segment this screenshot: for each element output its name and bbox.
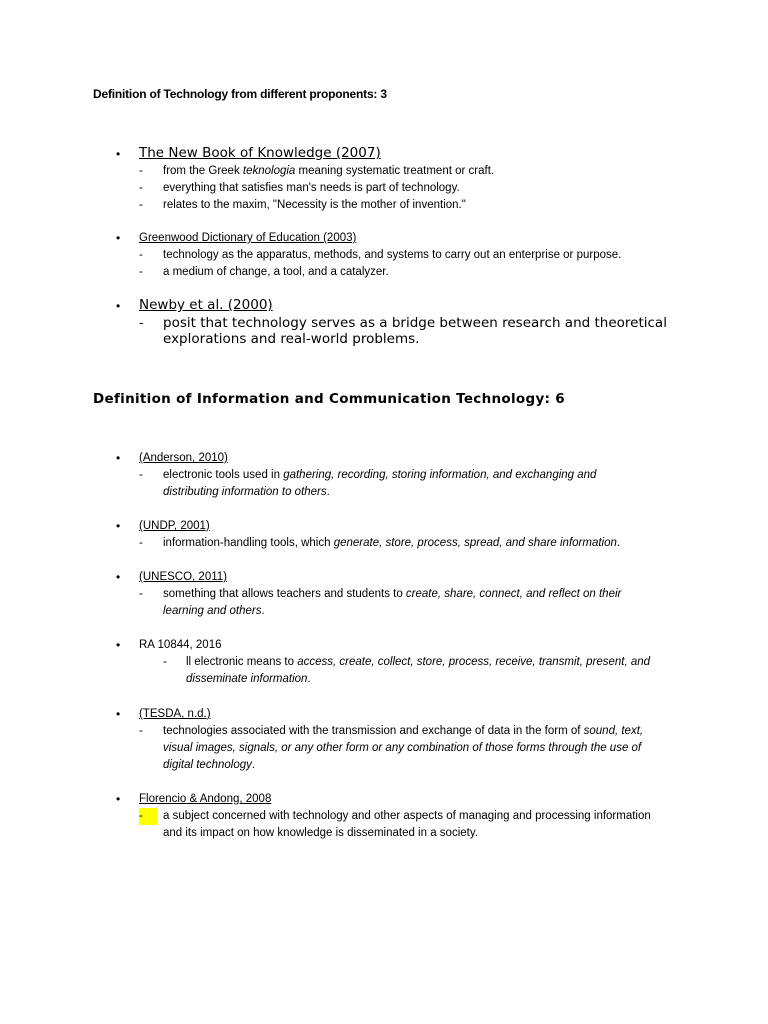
definition-line: relates to the maxim, "Necessity is the mother of invention." — [163, 199, 466, 211]
bullet: • — [116, 519, 121, 533]
dash: - — [139, 588, 143, 600]
dash: - — [139, 469, 143, 481]
bullet: • — [116, 638, 121, 652]
definition-line: posit that technology serves as a bridge between research and theoretical — [163, 315, 667, 331]
definition-line: from the Greek teknologia meaning systematic treatment or craft. — [163, 165, 495, 177]
tech-entry-newby — [0, 298, 768, 347]
definition-line: everything that satisfies man's needs is part of technology. — [163, 182, 460, 194]
ict-entry-florencio — [0, 791, 768, 842]
dash: - — [139, 182, 143, 194]
dash: - — [139, 725, 143, 737]
definition-line: a subject concerned with technology and other aspects of managing and processing information — [163, 810, 651, 822]
definition-line: disseminate information. — [186, 673, 311, 685]
ict-entry-undp — [0, 518, 768, 552]
definition-line: learning and others. — [163, 605, 265, 617]
dash: - — [139, 199, 143, 211]
tech-entry-new-book — [0, 146, 768, 214]
ict-entry-anderson — [0, 450, 768, 501]
definition-line: and its impact on how knowledge is disseminated in a society. — [163, 827, 478, 839]
section-title-technology: Definition of Technology from different proponents: 3 — [93, 87, 387, 101]
bullet: • — [116, 570, 121, 584]
ict-entry-tesda — [0, 706, 768, 774]
source-label: (UNESCO, 2011) — [139, 571, 227, 583]
dash: - — [139, 249, 143, 261]
source-label: Greenwood Dictionary of Education (2003) — [139, 232, 357, 244]
bullet: • — [116, 451, 121, 465]
definition-line: ll electronic means to access, create, collect, store, process, receive, transmit, present, and — [186, 656, 651, 668]
bullet: • — [116, 299, 121, 313]
definition-line: electronic tools used in gathering, recording, storing information, and exchanging and — [163, 469, 597, 481]
source-label: Florencio & Andong, 2008 — [139, 793, 272, 805]
dash: - — [163, 656, 167, 668]
source-label: RA 10844, 2016 — [139, 639, 222, 651]
source-label: The New Book of Knowledge (2007) — [139, 145, 381, 161]
ict-entry-unesco — [0, 569, 768, 620]
highlighted-dash: - — [139, 808, 157, 825]
bullet: • — [116, 792, 121, 806]
dash: - — [139, 315, 144, 330]
definition-line: information-handling tools, which generate, store, process, spread, and share information. — [163, 537, 621, 549]
dash: - — [139, 537, 143, 549]
bullet: • — [116, 231, 121, 245]
definition-line: something that allows teachers and students to create, share, connect, and reflect on their — [163, 588, 622, 600]
definition-line: a medium of change, a tool, and a catalyzer. — [163, 266, 389, 278]
source-label: (TESDA, n.d.) — [139, 708, 211, 720]
definition-line: technologies associated with the transmission and exchange of data in the form of sound, text, — [163, 725, 644, 737]
tech-entry-greenwood — [0, 230, 768, 281]
section-title-ict: Definition of Information and Communication Technology: 6 — [93, 391, 565, 407]
definition-line: explorations and real-world problems. — [163, 331, 420, 347]
ict-entry-ra10844 — [0, 637, 768, 688]
dash: - — [139, 165, 143, 177]
bullet: • — [116, 147, 121, 161]
definition-line: visual images, signals, or any other form or any combination of those forms through the use of — [163, 742, 642, 754]
dash: - — [139, 266, 143, 278]
definition-line: distributing information to others. — [163, 486, 330, 498]
source-label: (UNDP, 2001) — [139, 520, 210, 532]
definition-line: digital technology. — [163, 759, 256, 771]
bullet: • — [116, 707, 121, 721]
source-label: (Anderson, 2010) — [139, 452, 228, 464]
definition-line: technology as the apparatus, methods, and systems to carry out an enterprise or purpose. — [163, 249, 622, 261]
source-label: Newby et al. (2000) — [139, 297, 273, 313]
